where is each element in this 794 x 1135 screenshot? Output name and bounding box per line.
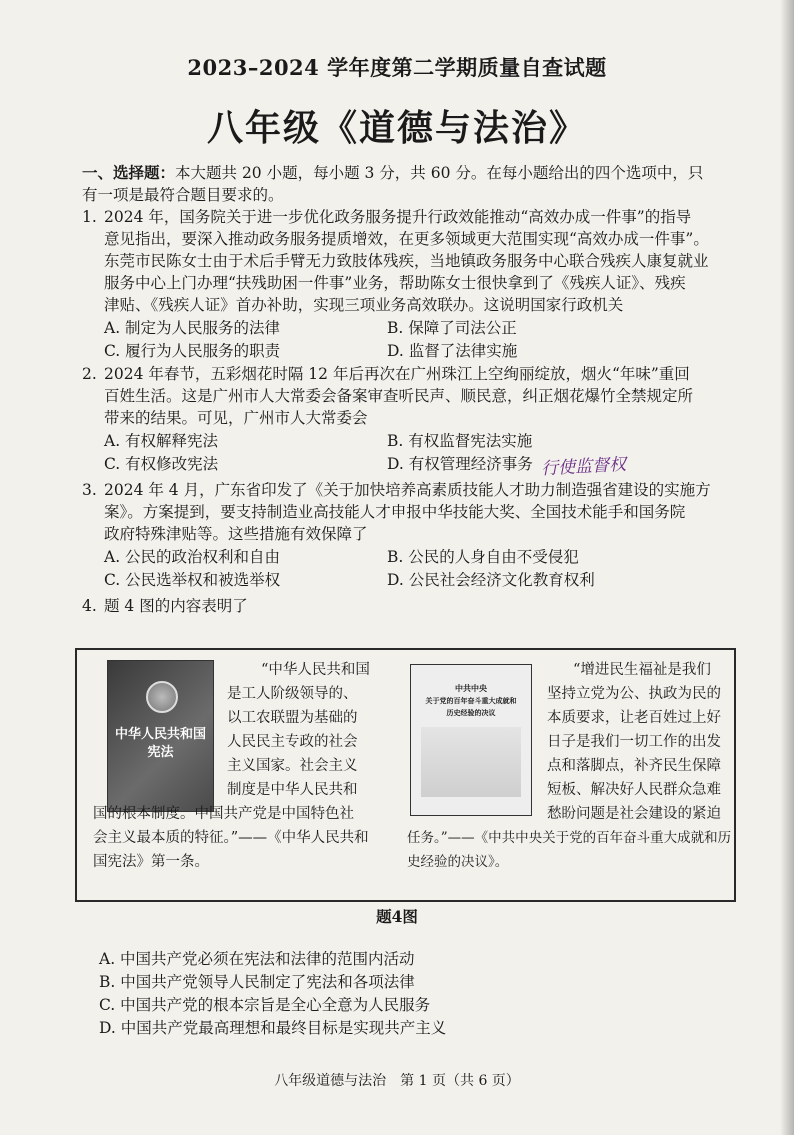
left-quote-line: 国的根本制度。中国共产党是中国特色社 [93, 806, 354, 822]
left-quote-line: 主义国家。社会主义 [227, 758, 358, 774]
left-quote-line: 国宪法》第一条。 [93, 854, 209, 870]
q2-line: 2024 年春节，五彩烟花时隔 12 年后再次在广州珠江上空绚丽绽放，烟火“年味”重回 [104, 365, 690, 383]
left-quote-line: “中华人民共和国 [261, 662, 370, 678]
book-title-1: 中华人民共和国 [114, 727, 206, 742]
q3-line: 政府特殊津贴等。这些措施有效保障了 [104, 525, 368, 543]
right-book-line-1: 中共中央 [455, 684, 487, 693]
q1-option-a: A. 制定为人民服务的法律 [104, 319, 281, 337]
constitution-book-image [107, 660, 214, 812]
right-quote-line: “增进民生福祉是我们 [573, 662, 711, 678]
q4-option-c: C. 中国共产党的根本宗旨是全心全意为人民服务 [99, 996, 431, 1014]
q1-line: 2024 年，国务院关于进一步优化政务服务提升行政效能推动“高效办成一件事”的指导 [104, 208, 692, 226]
q2-num: 2. [82, 365, 97, 383]
right-quote-line: 日子是我们一切工作的出发 [547, 734, 721, 750]
q3-option-a: A. 公民的政治权利和自由 [104, 548, 281, 566]
figure-box [75, 648, 736, 902]
book-title-2: 宪法 [147, 745, 174, 760]
right-quote-line: 短板、解决好人民群众急难 [547, 782, 721, 798]
q1-line: 意见指出，要深入推动政务服务提质增效，在更多领域更大范围实现“高效办成一件事”。 [104, 230, 709, 248]
left-quote-line: 是工人阶级领导的、 [227, 686, 358, 702]
q2-option-a: A. 有权解释宪法 [104, 432, 219, 450]
q4-num: 4. [82, 597, 97, 615]
national-emblem-icon [146, 681, 178, 713]
scan-edge-shadow [780, 0, 794, 1135]
page-footer: 八年级道德与法治 第 1 页（共 6 页） [274, 1073, 520, 1089]
q1-line: 服务中心上门办理“扶残助困一件事”业务，帮助陈女士很快拿到了《残疾人证》、残疾 [104, 274, 686, 292]
q4-option-b: B. 中国共产党领导人民制定了宪法和各项法律 [99, 973, 415, 991]
section-instr-1: 本大题共 20 小题，每小题 3 分，共 60 分。在每小题给出的四个选项中，只 [175, 164, 704, 182]
resolution-book-image [410, 664, 532, 816]
q1-line: 津贴、《残疾人证》首办补助，实现三项业务高效联办。这说明国家行政机关 [104, 296, 624, 314]
right-quote-line: 本质要求，让老百姓过上好 [547, 710, 721, 726]
exam-title: 八年级《道德与法治》 [206, 107, 587, 149]
q4-stem: 题 4 图的内容表明了 [104, 597, 248, 615]
q3-num: 3. [82, 481, 97, 499]
left-quote-line: 人民民主专政的社会 [227, 734, 358, 750]
q1-option-d: D. 监督了法律实施 [387, 342, 518, 360]
left-quote-line: 制度是中华人民共和 [227, 782, 358, 798]
q3-option-b: B. 公民的人身自由不受侵犯 [387, 548, 579, 566]
q1-line: 东莞市民陈女士由于术后手臂无力致肢体残疾，当地镇政务服务中心联合残疾人康复就业 [104, 252, 709, 270]
q3-option-d: D. 公民社会经济文化教育权利 [387, 571, 595, 589]
q3-line: 案》。方案提到，要支持制造业高技能人才申报中华技能大奖、全国技术能手和国务院 [104, 503, 686, 521]
handwritten-note: 行使监督权 [540, 454, 627, 480]
q1-option-c: C. 履行为人民服务的职责 [104, 342, 281, 360]
q1-option-b: B. 保障了司法公正 [387, 319, 517, 337]
right-book-line-3: 历史经验的决议 [446, 709, 496, 717]
right-quote-line: 坚持立党为公、执政为民的 [547, 686, 721, 702]
left-quote-line: 会主义最本质的特征。”——《中华人民共和 [93, 830, 369, 846]
q2-line: 百姓生活。这是广州市人大常委会备案审查听民声、顺民意，纠正烟花爆竹全禁规定所 [104, 387, 694, 405]
q3-option-c: C. 公民选举权和被选举权 [104, 571, 281, 589]
right-quote-line: 任务。”——《中共中央关于党的百年奋斗重大成就和历 [407, 830, 732, 846]
exam-subtitle: 2023–2024 学年度第二学期质量自查试题 [187, 55, 607, 80]
section-instructions [82, 163, 703, 183]
right-book-line-2: 关于党的百年奋斗重大成就和 [425, 697, 517, 705]
right-quote-line: 史经验的决议》。 [407, 854, 509, 870]
section-instr-2: 有一项是最符合题目要求的。 [82, 186, 284, 204]
q3-line: 2024 年 4 月，广东省印发了《关于加快培养高素质技能人才助力制造强省建设的实施方 [104, 481, 711, 499]
right-quote-line: 点和落脚点，补齐民生保障 [547, 758, 721, 774]
right-quote-line: 愁盼问题是社会建设的紧迫 [547, 806, 721, 822]
book-cover-pattern [421, 727, 521, 797]
q4-option-d: D. 中国共产党最高理想和最终目标是实现共产主义 [99, 1019, 447, 1037]
q2-option-b: B. 有权监督宪法实施 [387, 432, 533, 450]
left-quote-line: 以工农联盟为基础的 [227, 710, 358, 726]
q1-num: 1. [82, 208, 97, 226]
section-heading: 一、选择题： [82, 163, 176, 182]
q2-option-c: C. 有权修改宪法 [104, 455, 219, 473]
figure-caption: 题4图 [376, 907, 418, 926]
q4-option-a: A. 中国共产党必须在宪法和法律的范围内活动 [99, 950, 415, 968]
q2-option-d: D. 有权管理经济事务 [387, 455, 533, 473]
q2-line: 带来的结果。可见，广州市人大常委会 [104, 409, 368, 427]
